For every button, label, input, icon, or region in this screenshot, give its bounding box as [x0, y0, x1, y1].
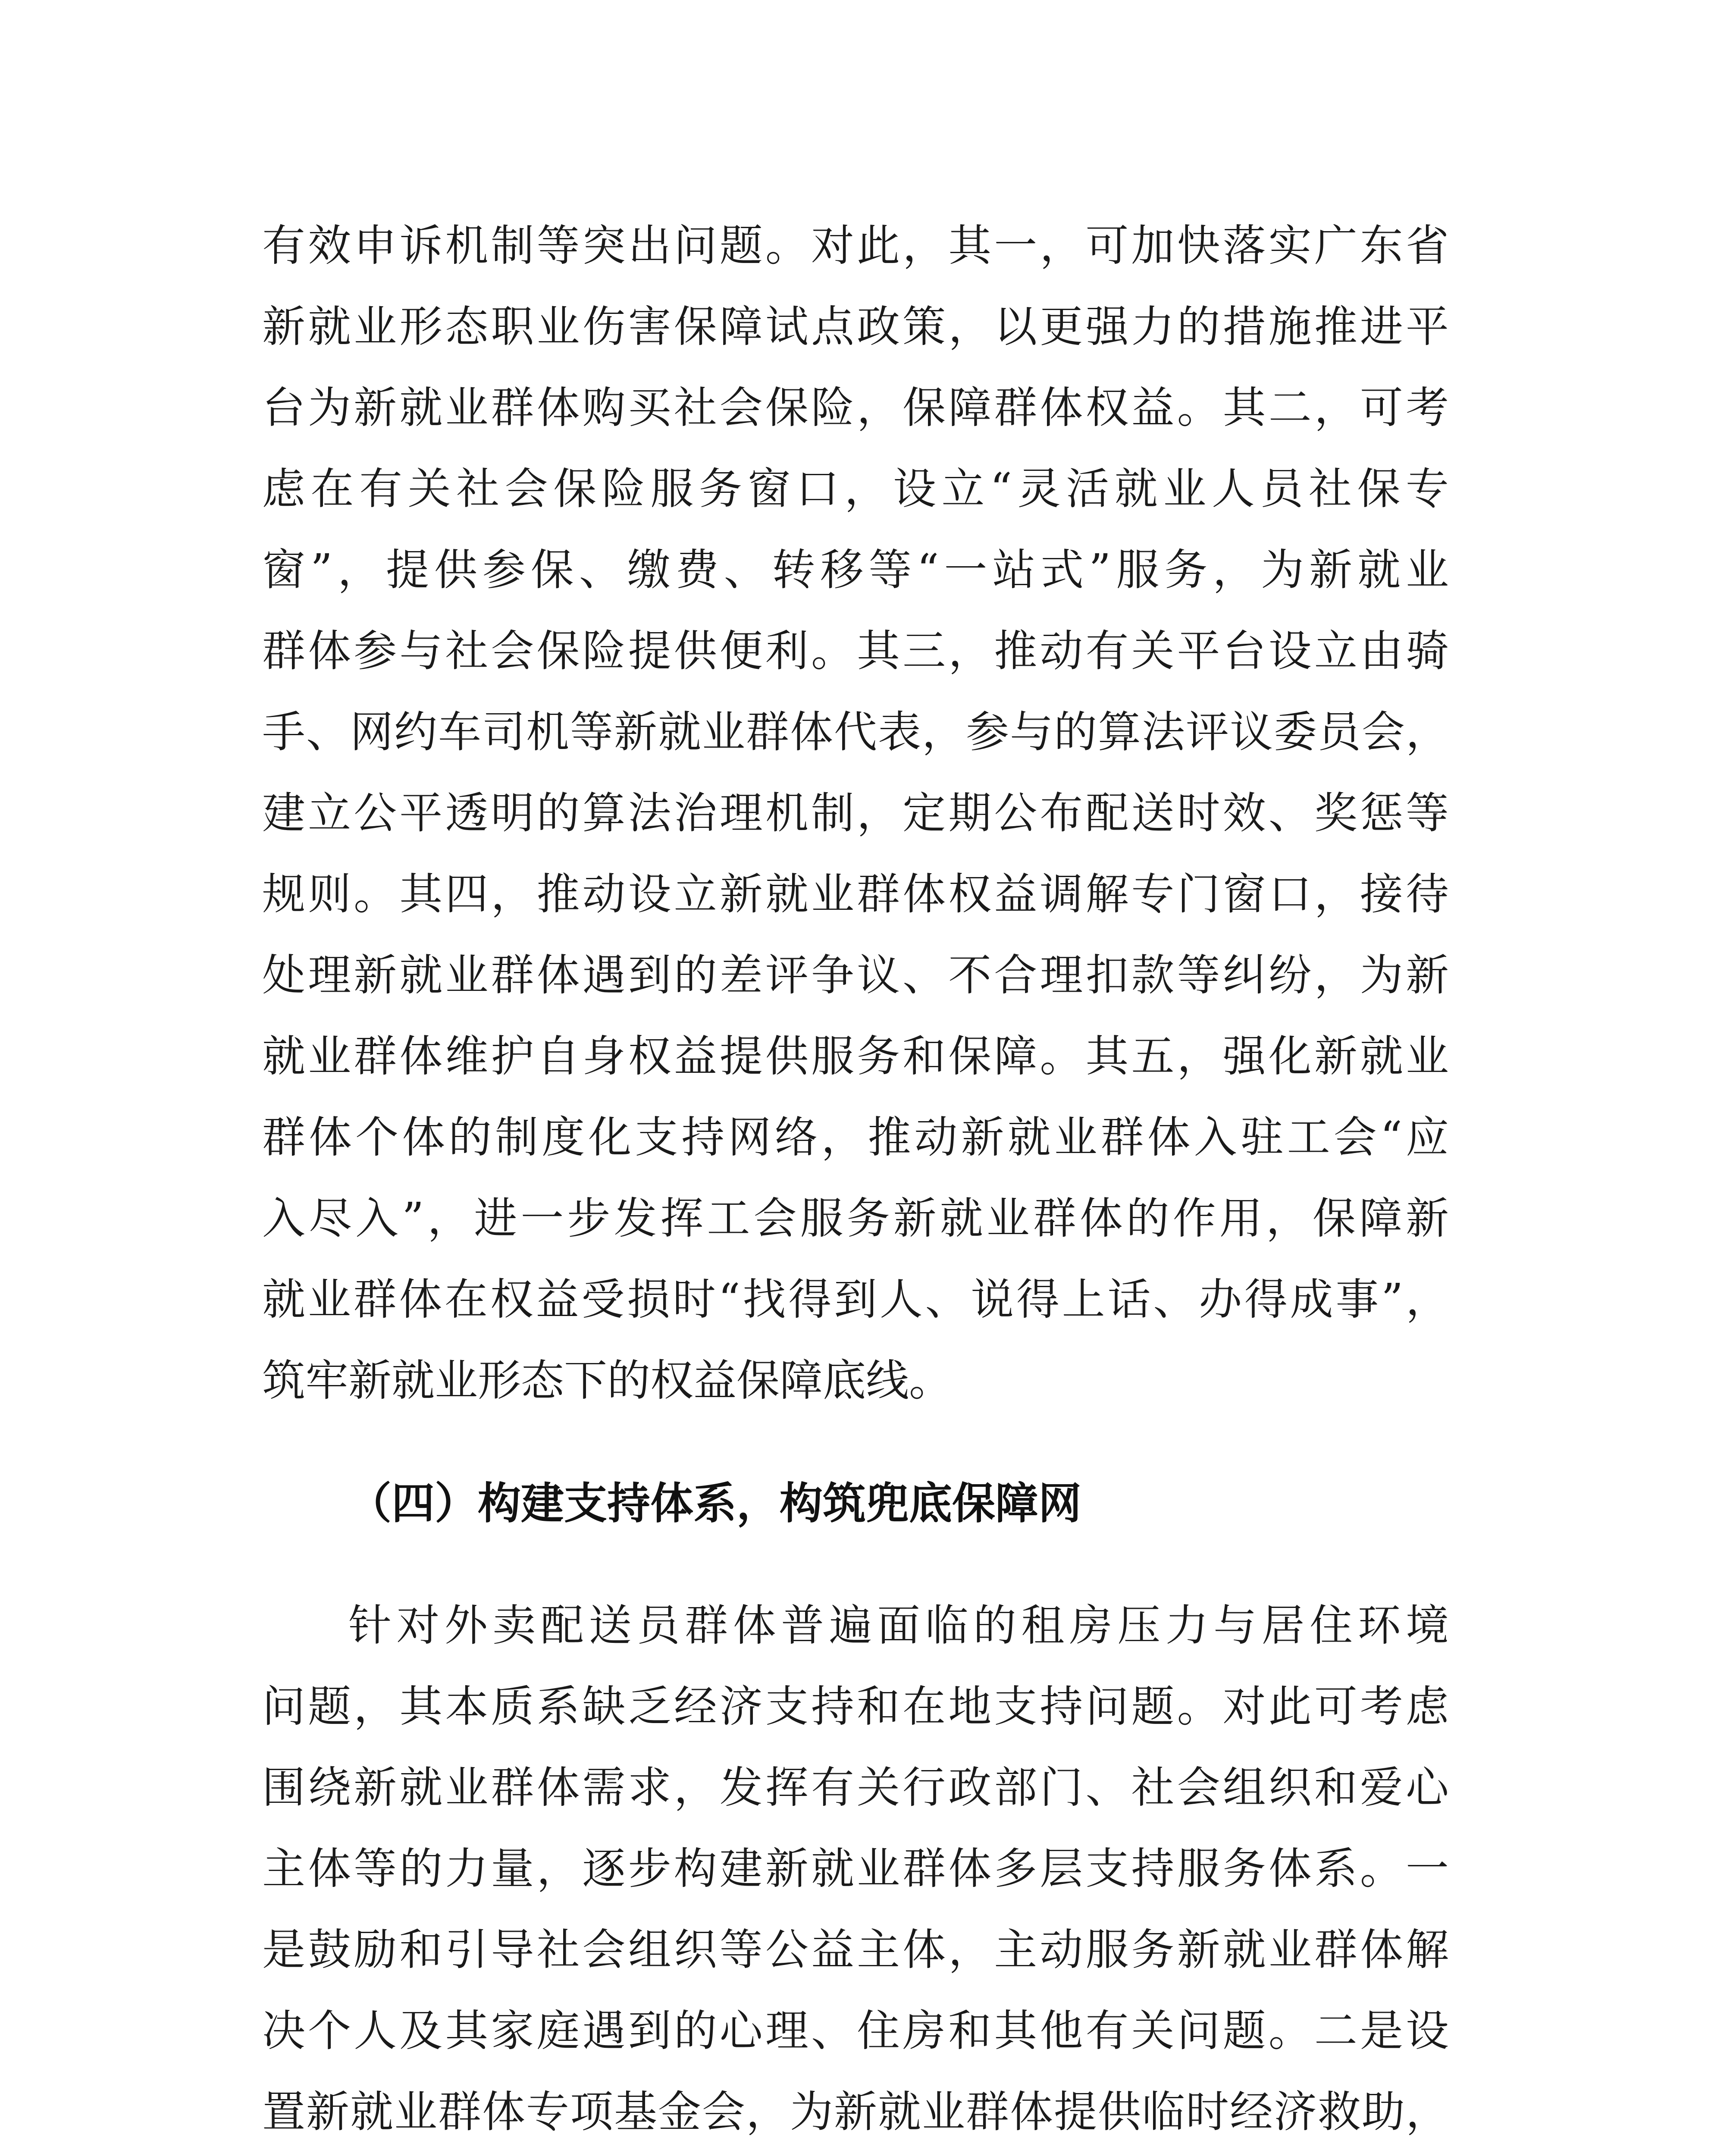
- paragraph-line: 就业群体维护自身权益提供服务和保障。其五，强化新就业: [262, 1031, 1449, 1081]
- paragraph-line: 有效申诉机制等突出问题。对此，其一，可加快落实广东省: [262, 220, 1449, 271]
- paragraph-line: 手、网约车司机等新就业群体代表，参与的算法评议委员会，: [262, 707, 1449, 757]
- paragraph-line: 建立公平透明的算法治理机制，定期公布配送时效、奖惩等: [262, 788, 1449, 838]
- paragraph-line: 台为新就业群体购买社会保险，保障群体权益。其二，可考: [262, 382, 1449, 433]
- paragraph-line: 窗”，提供参保、缴费、转移等“一站式”服务，为新就业: [262, 545, 1449, 595]
- paragraph-line: 群体个体的制度化支持网络，推动新就业群体入驻工会“应: [262, 1112, 1449, 1163]
- paragraph-line: 虑在有关社会保险服务窗口，设立“灵活就业人员社保专: [262, 464, 1449, 514]
- paragraph-line: 围绕新就业群体需求，发挥有关行政部门、社会组织和爱心: [262, 1762, 1449, 1813]
- paragraph-line: 入尽入”，进一步发挥工会服务新就业群体的作用，保障新: [262, 1193, 1449, 1244]
- paragraph-line: 问题，其本质系缺乏经济支持和在地支持问题。对此可考虑: [262, 1681, 1449, 1732]
- paragraph-line: 规则。其四，推动设立新就业群体权益调解专门窗口，接待: [262, 869, 1449, 919]
- paragraph-line: 是鼓励和引导社会组织等公益主体，主动服务新就业群体解: [262, 1924, 1449, 1975]
- paragraph-line: 主体等的力量，逐步构建新就业群体多层支持服务体系。一: [262, 1843, 1449, 1894]
- paragraph-line: 就业群体在权益受损时“找得到人、说得上话、办得成事”，: [262, 1274, 1449, 1325]
- paragraph-line: 针对外卖配送员群体普遍面临的租房压力与居住环境: [348, 1600, 1449, 1651]
- paragraph-line: 群体参与社会保险提供便利。其三，推动有关平台设立由骑: [262, 626, 1449, 676]
- paragraph-line: 处理新就业群体遇到的差评争议、不合理扣款等纠纷，为新: [262, 950, 1449, 1000]
- section-heading: （四）构建支持体系，构筑兜底保障网: [348, 1478, 1081, 1529]
- paragraph-line: 新就业形态职业伤害保障试点政策，以更强力的措施推进平: [262, 301, 1449, 352]
- paragraph-line: 决个人及其家庭遇到的心理、住房和其他有关问题。二是设: [262, 2006, 1449, 2056]
- paragraph-line: 筑牢新就业形态下的权益保障底线。: [262, 1355, 952, 1406]
- paragraph-line: 置新就业群体专项基金会，为新就业群体提供临时经济救助，: [262, 2087, 1449, 2137]
